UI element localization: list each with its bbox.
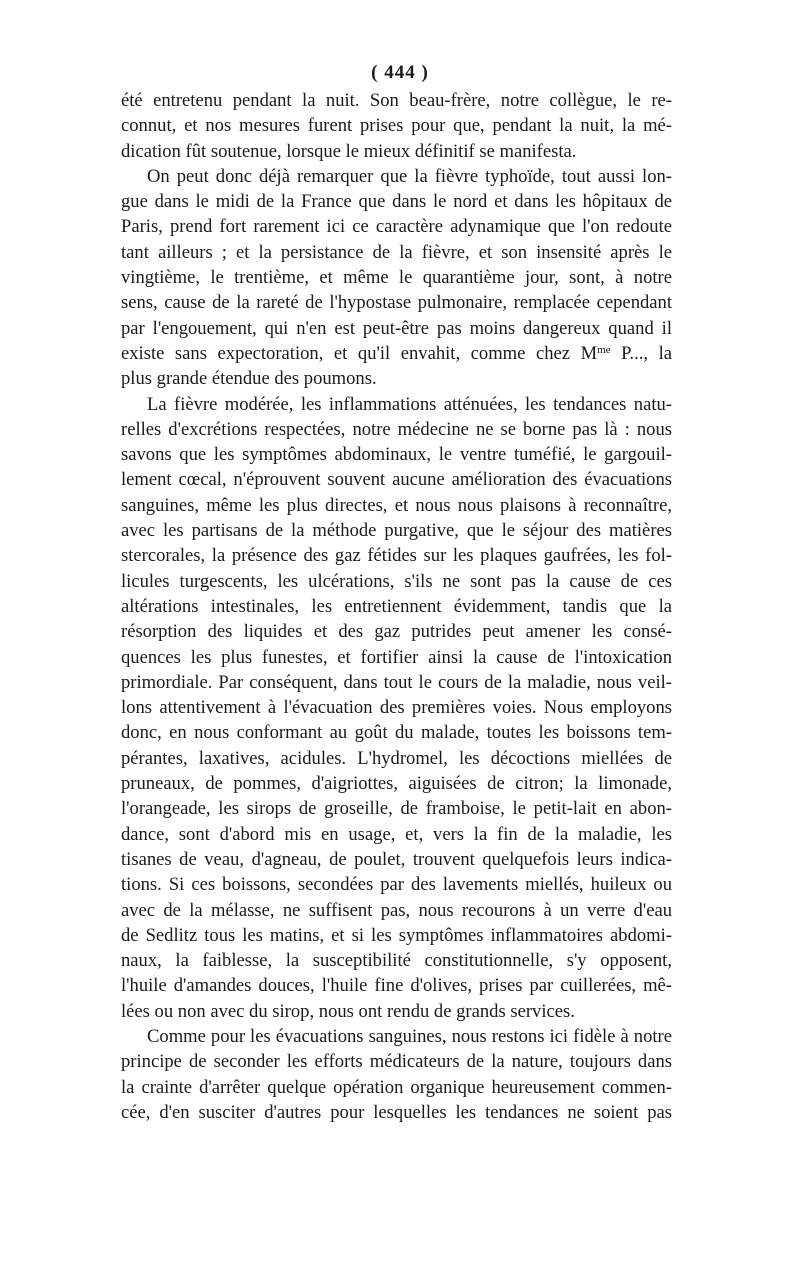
text-line: résorption des liquides et des gaz putrides peut amener les consé- (121, 621, 672, 643)
text-line: vingtième, le trentième, et même le quarantième jour, sont, à notre (121, 267, 672, 289)
text-line: dication fût soutenue, lorsque le mieux définitif se manifesta. (121, 140, 577, 162)
text-line: lement cœcal, n'éprouvent souvent aucune amélioration des évacuations (121, 469, 672, 491)
body-text (121, 88, 672, 1125)
text-line: de Sedlitz tous les matins, et si les symptômes inflammatoires abdomi- (121, 924, 672, 946)
text-line: plus grande étendue des poumons. (121, 368, 377, 390)
text-line: dance, sont d'abord mis en usage, et, vers la fin de la maladie, les (121, 823, 672, 845)
text-line: pruneaux, de pommes, d'aigriottes, aiguisées de citron; la limonade, (121, 773, 672, 795)
text-line: La fièvre modérée, les inflammations atténuées, les tendances natu- (147, 393, 672, 415)
text-line: l'orangeade, les sirops de groseille, de framboise, le petit-lait en abon- (121, 798, 672, 820)
text-line: cée, d'en susciter d'autres pour lesquelles les tendances ne soient pas (121, 1101, 672, 1123)
text-line: lons attentivement à l'évacuation des premières voies. Nous employons (121, 697, 672, 719)
text-line: primordiale. Par conséquent, dans tout le cours de la maladie, nous veil- (121, 671, 672, 693)
text-line: avec les partisans de la méthode purgative, que le séjour des matières (121, 520, 672, 542)
text-line: donc, en nous conformant au goût du malade, toutes les boissons tem- (121, 722, 672, 744)
text-line: savons que les symptômes abdominaux, le ventre tuméfié, le gargouil- (121, 444, 672, 466)
text-line: naux, la faiblesse, la susceptibilité constitutionnelle, s'y opposent, (121, 950, 672, 972)
page-number: ( 444 ) (371, 62, 429, 83)
text-line: été entretenu pendant la nuit. Son beau-frère, notre collègue, le re- (121, 90, 672, 111)
text-line: Paris, prend fort rarement ici ce caractère adynamique que l'on redoute (121, 216, 672, 238)
text-line: On peut donc déjà remarquer que la fièvre typhoïde, tout aussi lon- (147, 165, 672, 187)
text-line: connut, et nos mesures furent prises pour que, pendant la nuit, la mé- (121, 115, 672, 137)
text-line: relles d'excrétions respectées, notre médecine ne se borne pas là : nous (121, 418, 672, 440)
text-line: par l'engouement, qui n'en est peut-être pas moins dangereux quand il (121, 317, 672, 339)
text-line: principe de seconder les efforts médicateurs de la nature, toujours dans (121, 1051, 672, 1073)
text-line: altérations intestinales, les entretiennent évidemment, tandis que la (121, 595, 672, 617)
text-line: quences les plus funestes, et fortifier ainsi la cause de l'intoxication (121, 646, 672, 668)
text-line: gue dans le midi de la France que dans le nord et dans les hôpitaux de (121, 191, 672, 213)
text-line: tisanes de veau, d'agneau, de poulet, trouvent quelquefois leurs indica- (121, 848, 672, 870)
text-line: tant ailleurs ; et la persistance de la fièvre, et son insensité après le (121, 241, 672, 263)
text-line: pérantes, laxatives, acidules. L'hydromel, les décoctions miellées de (121, 747, 672, 769)
text-line: stercorales, la présence des gaz fétides sur les plaques gaufrées, les fol- (121, 545, 672, 567)
text-line: Comme pour les évacuations sanguines, nous restons ici fidèle à notre (147, 1025, 672, 1047)
text-line: sanguines, même les plus directes, et nous nous plaisons à reconnaître, (121, 494, 672, 516)
text-line: avec de la mélasse, ne suffisent pas, nous recourons à un verre d'eau (121, 899, 672, 921)
text-line: licules turgescents, les ulcérations, s'ils ne sont pas la cause de ces (121, 570, 672, 592)
text-line: sens, cause de la rareté de l'hypostase pulmonaire, remplacée cependant (121, 292, 672, 314)
text-line: existe sans expectoration, et qu'il envahit, comme chez $M^{me}$ P..., la (121, 342, 672, 364)
text-line: l'huile d'amandes douces, l'huile fine d'olives, prises par cuillerées, mê- (121, 975, 672, 997)
text-line: lées ou non avec du sirop, nous ont rendu de grands services. (121, 1000, 575, 1022)
text-line: tions. Si ces boissons, secondées par des lavements miellés, huileux ou (121, 874, 672, 896)
text-line: la crainte d'arrêter quelque opération organique heureusement commen- (121, 1076, 672, 1098)
